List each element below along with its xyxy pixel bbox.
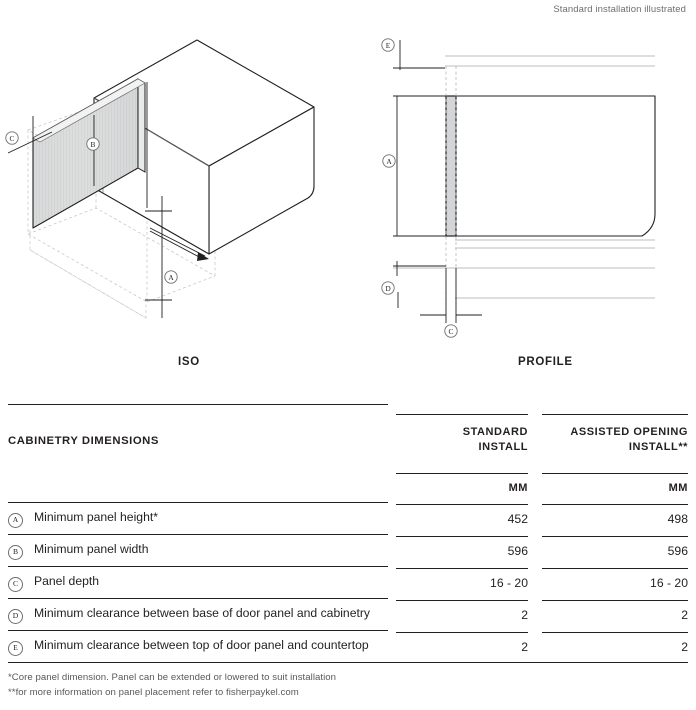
profile-door-panel [446,96,456,236]
profile-lower-cabinet [393,240,655,298]
row-description-text: Minimum panel height* [34,510,158,524]
profile-callout-a [383,155,395,167]
row-description [8,630,388,662]
row-ref-badge [8,606,34,623]
row-value-assisted: 2 [542,632,688,661]
row-value-standard: 2 [396,632,528,661]
column-header-standard [396,414,528,464]
row-description [8,534,388,566]
unit-standard: MM [396,473,528,502]
row-value-assisted: 16 - 20 [542,568,688,597]
table-header-row [8,404,688,473]
row-ref-badge [8,510,34,527]
row-description-text: Minimum clearance between top of door panel and countertop [34,638,369,652]
row-value-assisted: 2 [542,600,688,629]
footnote-core-panel: *Core panel dimension. Panel can be extended or lowered to suit installation [8,672,337,683]
table-row [8,598,688,630]
profile-callout-a-label: A [386,157,392,166]
column-header-standard-line1: STANDARD [462,425,528,438]
iso-caption: ISO [178,356,200,368]
column-header-assisted-line2: INSTALL** [628,440,688,453]
row-value-assisted: 596 [542,536,688,565]
row-description-text: Minimum panel width [34,542,149,556]
row-description [8,502,388,534]
iso-callout-b [87,138,99,150]
column-header-standard-line2: INSTALL [478,440,528,453]
profile-dimension-e [393,40,445,70]
profile-appliance-body [453,96,655,236]
row-ref-badge [8,574,34,591]
footnotes [8,670,608,700]
row-description [8,566,388,598]
row-value-assisted: 498 [542,504,688,533]
unit-assisted: MM [542,473,688,502]
cabinetry-dimensions-table [8,404,688,663]
profile-dimension-c [420,268,482,323]
profile-dimension-a [393,96,446,236]
table-title: CABINETRY DIMENSIONS [8,404,388,473]
profile-drawing [360,18,696,358]
iso-drawing [0,18,345,358]
profile-callout-c-label: C [448,327,454,336]
row-ref-letter: B [8,545,23,560]
technical-drawings [0,18,696,358]
standard-installation-note: Standard installation illustrated [553,4,686,15]
iso-drawing-svg [0,18,345,358]
profile-countertop [445,56,655,66]
iso-callout-a-label: A [168,273,174,282]
profile-callout-d [382,282,394,294]
row-value-standard: 596 [396,536,528,565]
row-value-standard: 2 [396,600,528,629]
profile-callout-d-label: D [385,284,391,293]
row-value-standard: 16 - 20 [396,568,528,597]
table-row [8,630,688,662]
table-row [8,566,688,598]
row-ref-letter: D [8,609,23,624]
row-ref-badge [8,638,34,655]
iso-callout-a [165,271,177,283]
column-header-assisted [542,414,688,464]
row-description [8,598,388,630]
iso-callout-c-label: C [9,134,15,143]
table-bottom-rule [8,662,688,663]
column-header-assisted-line1: ASSISTED OPENING [570,425,688,438]
table-row [8,502,688,534]
row-ref-letter: E [8,641,23,656]
footnote-panel-placement: **for more information on panel placement refer to fisherpaykel.com [8,687,299,698]
profile-caption: PROFILE [518,356,573,368]
row-value-standard: 452 [396,504,528,533]
row-description-text: Minimum clearance between base of door panel and cabinetry [34,606,371,620]
row-ref-badge [8,542,34,559]
row-ref-letter: A [8,513,23,528]
iso-callout-b-label: B [90,140,96,149]
profile-callout-e-label: E [385,41,391,50]
row-ref-letter: C [8,577,23,592]
profile-callout-c [445,325,457,337]
iso-callout-c [6,132,18,144]
table-row [8,534,688,566]
profile-callout-e [382,39,394,51]
iso-panel-hidden-outline [30,230,146,318]
row-description-text: Panel depth [34,574,100,588]
table-unit-row [8,473,688,502]
profile-drawing-svg [360,18,696,358]
